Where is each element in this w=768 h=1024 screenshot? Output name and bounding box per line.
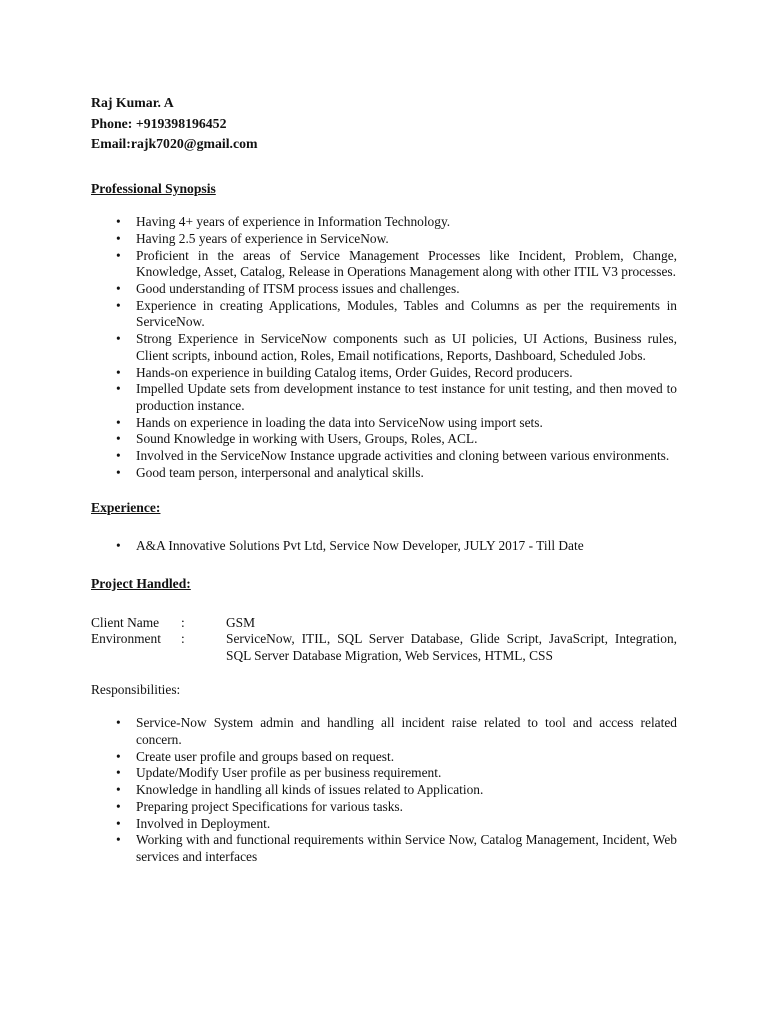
phone-line: Phone: +919398196452	[91, 115, 227, 131]
bullet-icon: •	[116, 798, 121, 814]
list-item-text: Good understanding of ITSM process issues and challenges.	[136, 281, 460, 297]
bullet-icon: •	[116, 782, 121, 798]
list-item-text: Hands-on experience in building Catalog items, Order Guides, Record producers.	[136, 364, 573, 380]
list-item	[91, 715, 677, 748]
bullet-icon: •	[116, 381, 121, 397]
bullet-icon: •	[116, 331, 121, 347]
list-item-text: Having 4+ years of experience in Information Technology.	[136, 214, 451, 230]
list-item	[91, 415, 677, 432]
list-item-text: Create user profile and groups based on request.	[136, 748, 395, 764]
bullet-icon: •	[116, 214, 121, 230]
experience-list	[91, 538, 677, 555]
bullet-icon: •	[116, 448, 121, 464]
list-item	[91, 214, 677, 231]
list-item-text: Involved in Deployment.	[136, 815, 271, 831]
list-item	[91, 231, 677, 248]
list-item	[91, 248, 677, 281]
responsibilities-list	[91, 715, 677, 865]
resume-header	[91, 93, 677, 155]
list-item	[91, 765, 677, 782]
client-name-separator: :	[181, 614, 185, 630]
bullet-icon: •	[116, 538, 121, 554]
environment-value: ServiceNow, ITIL, SQL Server Database, Glide Script, JavaScript, Integration, SQL Server Database Migration, Web Services, HTML, CSS	[226, 631, 677, 663]
bullet-icon: •	[116, 765, 121, 781]
list-item-text: Sound Knowledge in working with Users, Groups, Roles, ACL.	[136, 431, 478, 447]
environment-row	[91, 631, 677, 664]
bullet-icon: •	[116, 247, 121, 263]
list-item	[91, 749, 677, 766]
bullet-icon: •	[116, 281, 121, 297]
list-item	[91, 448, 677, 465]
list-item	[91, 381, 677, 414]
bullet-icon: •	[116, 364, 121, 380]
list-item-text: Experience in creating Applications, Modules, Tables and Columns as per the requirements in ServiceNow.	[136, 297, 677, 330]
email-line: Email:rajk7020@gmail.com	[91, 136, 258, 151]
list-item-text: Proficient in the areas of Service Management Processes like Incident, Problem, Change, Knowledge, Asset, Catalog, Release in Operations Management along with other ITIL V3 processes.	[136, 247, 677, 280]
list-item-text: A&A Innovative Solutions Pvt Ltd, Service Now Developer, JULY 2017 - Till Date	[136, 538, 584, 554]
client-name-row	[91, 615, 677, 632]
bullet-icon: •	[116, 414, 121, 430]
list-item-text: Preparing project Specifications for various tasks.	[136, 798, 403, 814]
list-item-text: Having 2.5 years of experience in ServiceNow.	[136, 230, 389, 246]
list-item-text: Impelled Update sets from development instance to test instance for unit testing, and then moved to production instance.	[136, 381, 677, 413]
bullet-icon: •	[116, 715, 121, 731]
list-item	[91, 431, 677, 448]
bullet-icon: •	[116, 464, 121, 480]
list-item-text: Involved in the ServiceNow Instance upgrade activities and cloning between various environments.	[136, 448, 670, 464]
section-title-professional-synopsis: Professional Synopsis	[91, 180, 216, 196]
list-item	[91, 331, 677, 364]
list-item	[91, 832, 677, 865]
bullet-icon: •	[116, 230, 121, 246]
list-item	[91, 298, 677, 331]
list-item	[91, 538, 677, 555]
list-item-text: Working with and functional requirements within Service Now, Catalog Management, Incident, Web services and interfaces	[136, 832, 677, 864]
candidate-name: Raj Kumar. A	[91, 95, 174, 110]
list-item-text: Strong Experience in ServiceNow components such as UI policies, UI Actions, Business rules, Client scripts, inbound action, Roles, Email notifications, Reports, Dashboard, Scheduled Jobs.	[136, 331, 677, 363]
list-item-text: Hands on experience in loading the data into ServiceNow using import sets.	[136, 414, 543, 430]
list-item	[91, 365, 677, 382]
project-details	[91, 615, 677, 665]
list-item	[91, 465, 677, 482]
client-name-value: GSM	[226, 614, 256, 630]
responsibilities-label: Responsibilities:	[91, 681, 181, 697]
list-item	[91, 799, 677, 816]
list-item-text: Service-Now System admin and handling all incident raise related to tool and access related concern.	[136, 715, 677, 748]
list-item	[91, 281, 677, 298]
bullet-icon: •	[116, 815, 121, 831]
list-item-text: Update/Modify User profile as per business requirement.	[136, 765, 442, 781]
client-name-label: Client Name	[91, 614, 160, 630]
environment-separator: :	[181, 631, 185, 647]
bullet-icon: •	[116, 832, 121, 848]
section-title-project-handled: Project Handled:	[91, 575, 191, 591]
synopsis-list	[91, 214, 677, 481]
resume-page	[91, 93, 677, 866]
section-title-experience: Experience:	[91, 500, 161, 516]
environment-label: Environment	[91, 631, 161, 647]
list-item	[91, 816, 677, 833]
bullet-icon: •	[116, 297, 121, 313]
list-item-text: Good team person, interpersonal and analytical skills.	[136, 464, 424, 480]
bullet-icon: •	[116, 748, 121, 764]
bullet-icon: •	[116, 431, 121, 447]
list-item-text: Knowledge in handling all kinds of issues related to Application.	[136, 782, 484, 798]
list-item	[91, 782, 677, 799]
